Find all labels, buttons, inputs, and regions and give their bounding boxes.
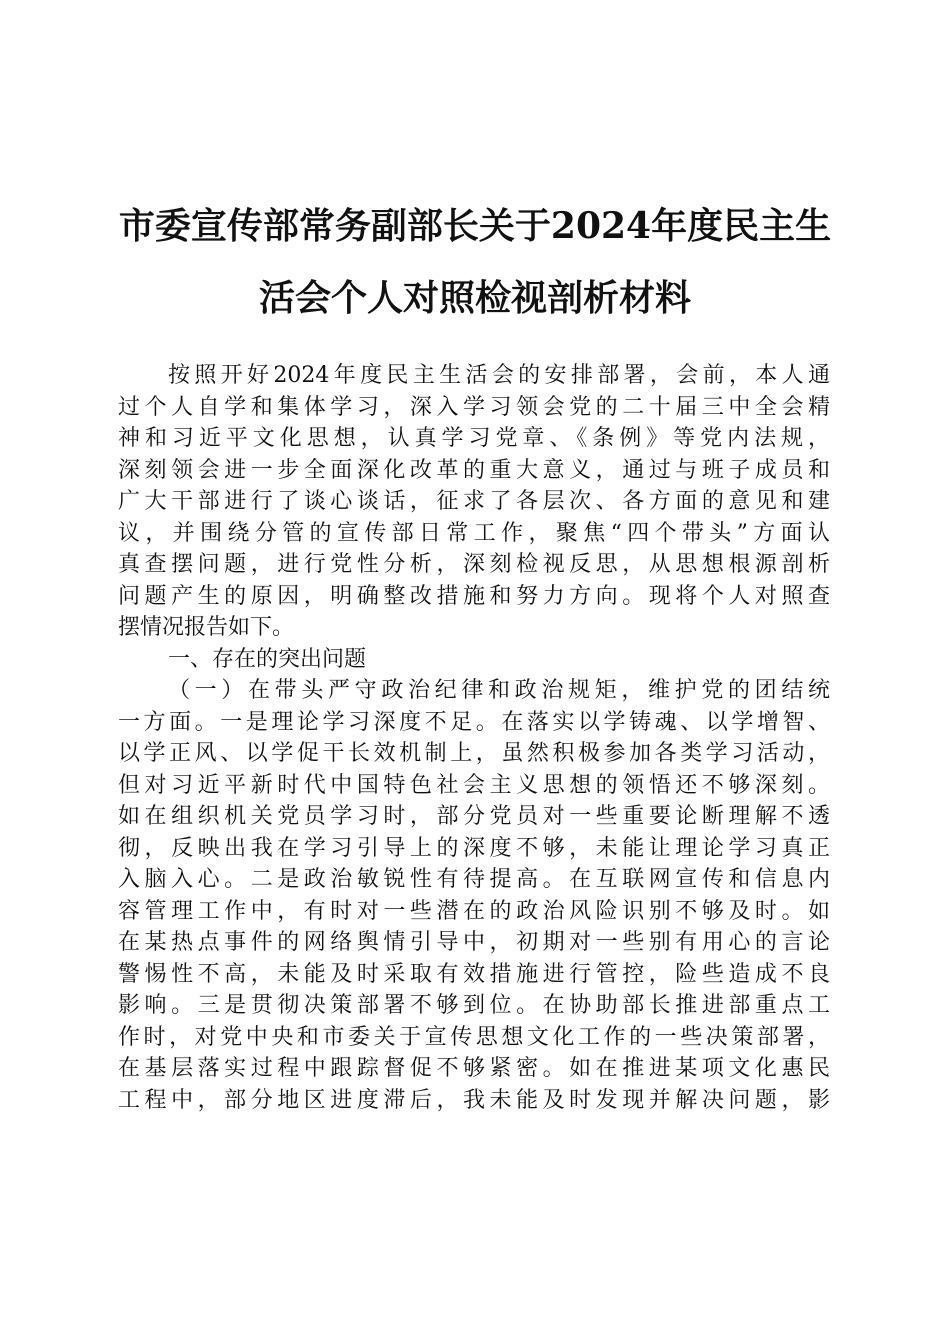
section-line: 入脑入心。二是政治敏锐性有待提高。在互联网宣传和信息内	[118, 867, 830, 892]
section-line: 在基层落实过程中跟踪督促不够紧密。如在推进某项文化惠民	[118, 1056, 830, 1081]
intro-line: 摆情况报告如下。	[118, 615, 295, 640]
section-line: 工程中，部分地区进度滞后，我未能及时发现并解决问题，影	[118, 1087, 830, 1113]
intro-line: 按照开好2024年度民主生活会的安排部署，会前，本人通	[168, 363, 830, 388]
section-line: 作时，对党中央和市委关于宣传思想文化工作的一些决策部署，	[118, 1024, 830, 1050]
intro-line: 神和习近平文化思想，认真学习党章、《条例》等党内法规，	[118, 426, 830, 451]
intro-line: 广大干部进行了谈心谈话，征求了各层次、各方面的意见和建	[118, 489, 830, 514]
section-heading: 一、存在的突出问题	[168, 646, 367, 672]
section-line: 一方面。一是理论学习深度不足。在落实以学铸魂、以学增智、	[118, 709, 830, 735]
section-line: 但对习近平新时代中国特色社会主义思想的领悟还不够深刻。	[118, 772, 830, 798]
section-line: 在某热点事件的网络舆情引导中，初期对一些别有用心的言论	[118, 930, 830, 955]
section-line: 容管理工作中，有时对一些潜在的政治风险识别不够及时。如	[118, 898, 830, 924]
intro-line: 议，并围绕分管的宣传部日常工作，聚焦“四个带头”方面认	[118, 520, 830, 546]
section-line: 影响。三是贯彻决策部署不够到位。在协助部长推进部重点工	[118, 993, 830, 1018]
section-line: 以学正风、以学促干长效机制上，虽然积极参加各类学习活动，	[118, 741, 830, 766]
section-line: 彻，反映出我在学习引导上的深度不够，未能让理论学习真正	[118, 835, 830, 861]
intro-line: 真查摆问题，进行党性分析，深刻检视反思，从思想根源剖析	[118, 552, 830, 577]
intro-line: 过个人自学和集体学习，深入学习领会党的二十届三中全会精	[118, 394, 830, 420]
intro-line: 问题产生的原因，明确整改措施和努力方向。现将个人对照查	[118, 583, 830, 609]
intro-line: 深刻领会进一步全面深化改革的重大意义，通过与班子成员和	[118, 457, 830, 483]
document-body	[118, 360, 830, 1116]
title-line-1: 市委宣传部常务副部长关于2024年度民主生	[118, 205, 832, 247]
title-line-2: 活会个人对照检视剖析材料	[258, 277, 691, 319]
document-title	[110, 190, 840, 334]
section-line: 如在组织机关党员学习时，部分党员对一些重要论断理解不透	[118, 804, 830, 829]
section-line: 警惕性不高，未能及时采取有效措施进行管控，险些造成不良	[118, 961, 830, 987]
section-line: （一）在带头严守政治纪律和政治规矩，维护党的团结统	[168, 678, 830, 703]
